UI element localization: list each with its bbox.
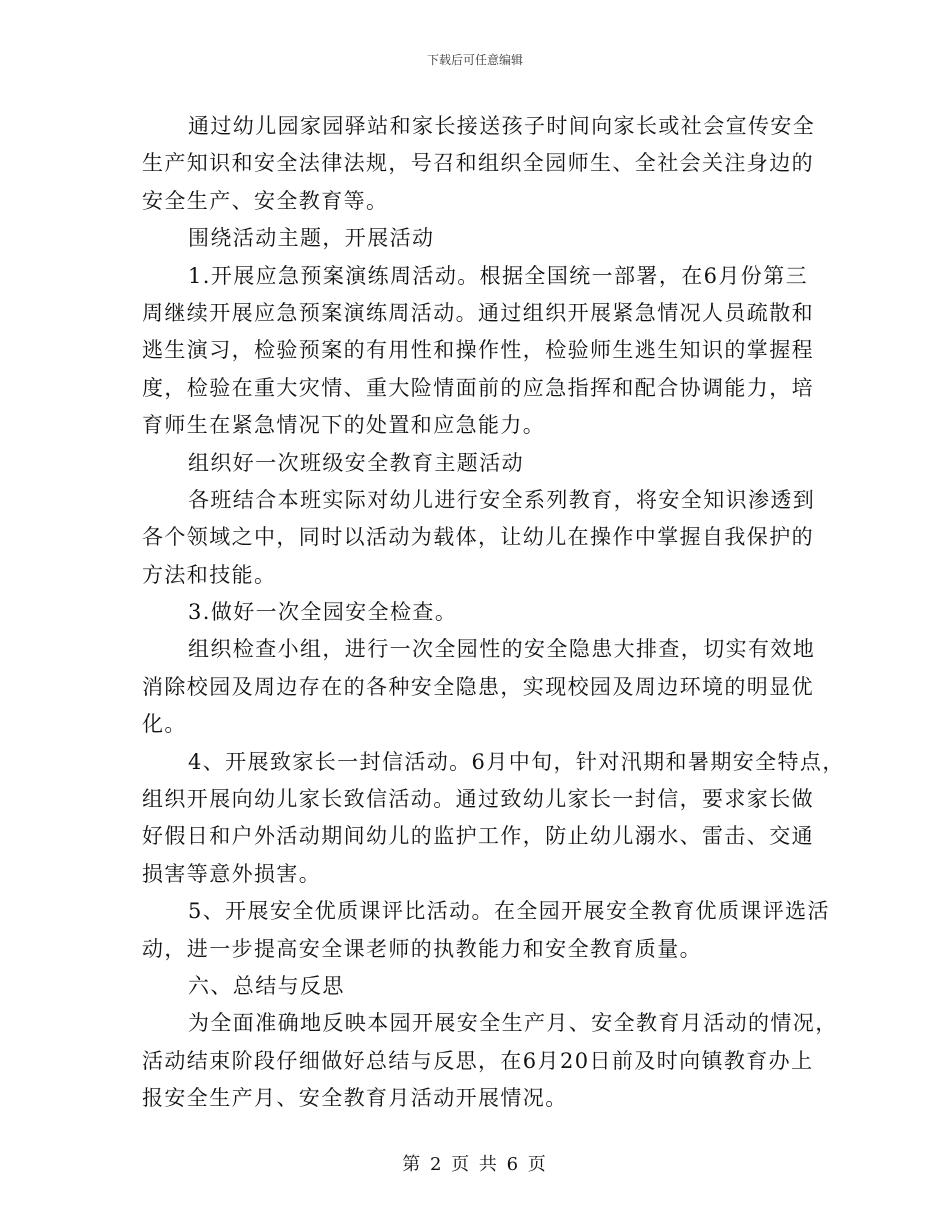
text-line: 组织检查小组，进行一次全园性的安全隐患大排查，切实有效地 [188, 637, 816, 662]
text-line: 5、开展安全优质课评比活动。在全园开展安全教育优质课评选活 [188, 899, 830, 924]
text-line: 安全生产、安全教育等。 [142, 188, 389, 213]
text-line: 各个领域之中，同时以活动为载体，让幼儿在操作中掌握自我保护的 [142, 525, 814, 550]
page-number: 第 2 页 共 6 页 [402, 1154, 548, 1175]
text-line: 组织开展向幼儿家长致信活动。通过致幼儿家长一封信，要求家长做 [142, 787, 814, 812]
text-line: 好假日和户外活动期间幼儿的监护工作，防止幼儿溺水、雷击、交通 [142, 824, 814, 849]
text-line: 活动结束阶段仔细做好总结与反思，在6月20日前及时向镇教育办上 [142, 1048, 814, 1073]
text-line: 方法和技能。 [142, 562, 277, 587]
page-header: 下载后可任意编辑 [426, 53, 523, 67]
text-line: 组织好一次班级安全教育主题活动 [188, 450, 524, 475]
text-line: 化。 [142, 712, 187, 737]
text-line: 围绕活动主题，开展活动 [188, 226, 435, 251]
text-line: 六、总结与反思 [188, 973, 345, 998]
text-line: 周继续开展应急预案演练周活动。通过组织开展紧急情况人员疏散和 [142, 300, 814, 325]
text-line: 报安全生产月、安全教育月活动开展情况。 [142, 1086, 568, 1111]
text-line: 生产知识和安全法律法规，号召和组织全园师生、全社会关注身边的 [142, 151, 814, 176]
text-line: 逃生演习，检验预案的有用性和操作性，检验师生逃生知识的掌握程 [142, 338, 814, 363]
text-line: 动，进一步提高安全课老师的执教能力和安全教育质量。 [142, 936, 702, 961]
text-line: 消除校园及周边存在的各种安全隐患，实现校园及周边环境的明显优 [142, 674, 814, 699]
document-body [142, 108, 845, 1118]
text-line: 损害等意外损害。 [142, 861, 322, 886]
text-line: 3.做好一次全园安全检查。 [188, 600, 458, 625]
text-line: 度，检验在重大灾情、重大险情面前的应急指挥和配合协调能力，培 [142, 375, 814, 400]
text-line: 为全面准确地反映本园开展安全生产月、安全教育月活动的情况， [188, 1011, 838, 1036]
text-line: 通过幼儿园家园驿站和家长接送孩子时间向家长或社会宣传安全 [188, 114, 816, 138]
text-line: 各班结合本班实际对幼儿进行安全系列教育，将安全知识渗透到 [188, 487, 816, 512]
text-line: 4、开展致家长一封信活动。6月中旬，针对汛期和暑期安全特点， [188, 749, 845, 774]
text-line: 1.开展应急预案演练周活动。根据全国统一部署，在6月份第三 [188, 263, 808, 288]
text-line: 育师生在紧急情况下的处置和应急能力。 [142, 413, 546, 438]
